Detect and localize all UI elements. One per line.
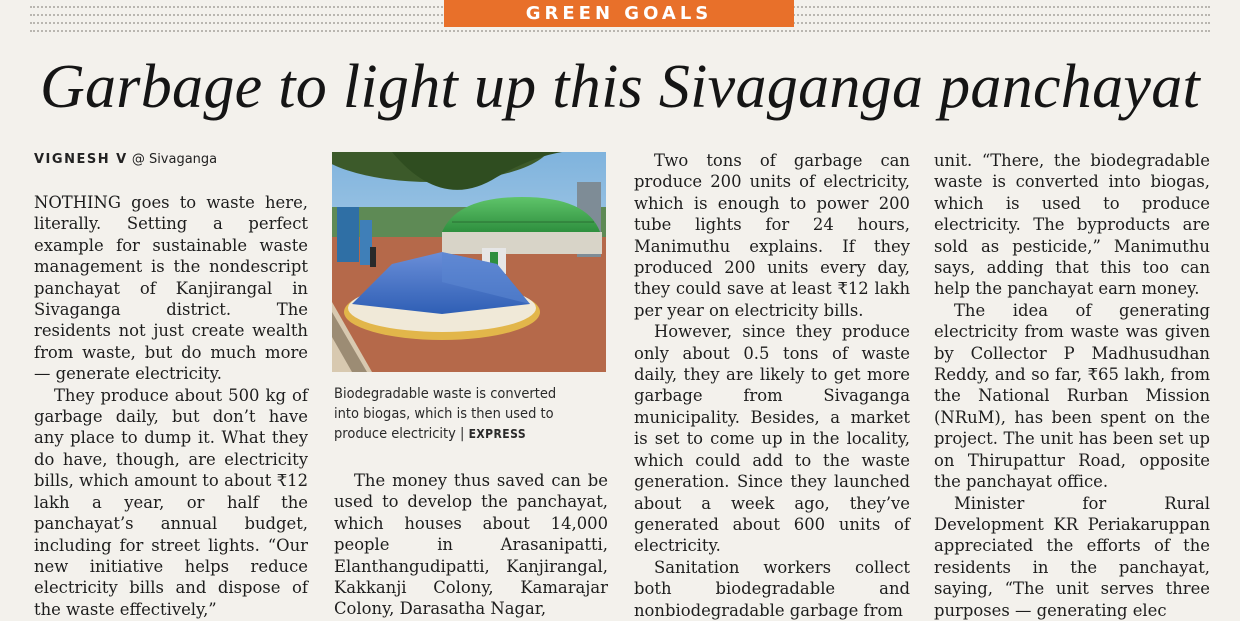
top-dotted-rule-4 [30, 30, 1210, 32]
paragraph: They produce about 500 kg of garbage daily, but don’t have any place to dump it. What they do have, though, are electricity bills, which amount to about ₹12 lakh a year, or half the panchayat’s annual budget, including for street lights. “Our new initiative helps reduce electricity bills and dispose of the waste effectively,” [34, 385, 308, 619]
paragraph: unit. “There, the biodegradable waste is converted into biogas, which is used to produce electricity. The byproducts are sold as pesticide,” Manimuthu says, adding that this too can help the panchayat earn money. [934, 151, 1210, 299]
paragraph: The idea of generating electricity from waste was given by Collector P Madhusudhan Reddy, and so far, ₹65 lakh, from the National Rurban Mission (NRuM), has been spent on the project. The unit has been set up on Thirupattur Road, opposite the panchayat office. [934, 300, 1210, 492]
caption-text: Biodegradable waste is converted into biogas, which is then used to produce electricity | [334, 386, 557, 442]
biogas-plant-photo [332, 152, 606, 372]
article-column-3 [634, 150, 910, 621]
paragraph: NOTHING goes to waste here, literally. Setting a perfect example for sustainable waste management is the nondescript panchayat of Kanjirangal in Sivaganga district. The residents not just create wealth from waste, but do much more — generate electricity. [34, 193, 308, 384]
paragraph: However, since they produce only about 0.5 tons of waste daily, they are likely to get more garbage from Sivaganga municipality. Besides, a market is set to come up in the locality, which could add to the waste generation. Since they launched about a week ago, they’ve generated about 600 units of electricity. [634, 322, 910, 556]
article-column-4 [934, 150, 1210, 621]
paragraph: Minister for Rural Development KR Periakaruppan appreciated the efforts of the residents in the panchayat, saying, “The unit serves three purposes — generating elec [934, 493, 1210, 620]
photo-caption [334, 384, 577, 444]
byline [34, 152, 217, 167]
paragraph: Sanitation workers collect both biodegradable and nonbiodegradable garbage from [634, 557, 910, 620]
article-column-2 [334, 470, 608, 620]
paragraph: Two tons of garbage can produce 200 units of electricity, which is enough to power 200 tube lights for 24 hours, Manimuthu explains. If they produced 200 units every day, they could save at least ₹12 lakh per year on electricity bills. [634, 151, 910, 320]
paragraph: The money thus saved can be used to develop the panchayat, which houses about 14,000 people in Arasanipatti, Elanthangudipatti, Kanjirangal, Kakkanji Colony, Kamarajar Colony, Darasatha Nagar, [334, 471, 608, 619]
dateline: @ Sivaganga [131, 152, 218, 167]
article-column-1 [34, 192, 308, 620]
article-photo [332, 152, 606, 372]
article-headline: Garbage to light up this Sivaganga panchayat [39, 53, 1201, 121]
photo-credit: EXPRESS [468, 427, 527, 441]
author-name: VIGNESH V [34, 152, 128, 167]
section-kicker: GREEN GOALS [444, 0, 794, 27]
